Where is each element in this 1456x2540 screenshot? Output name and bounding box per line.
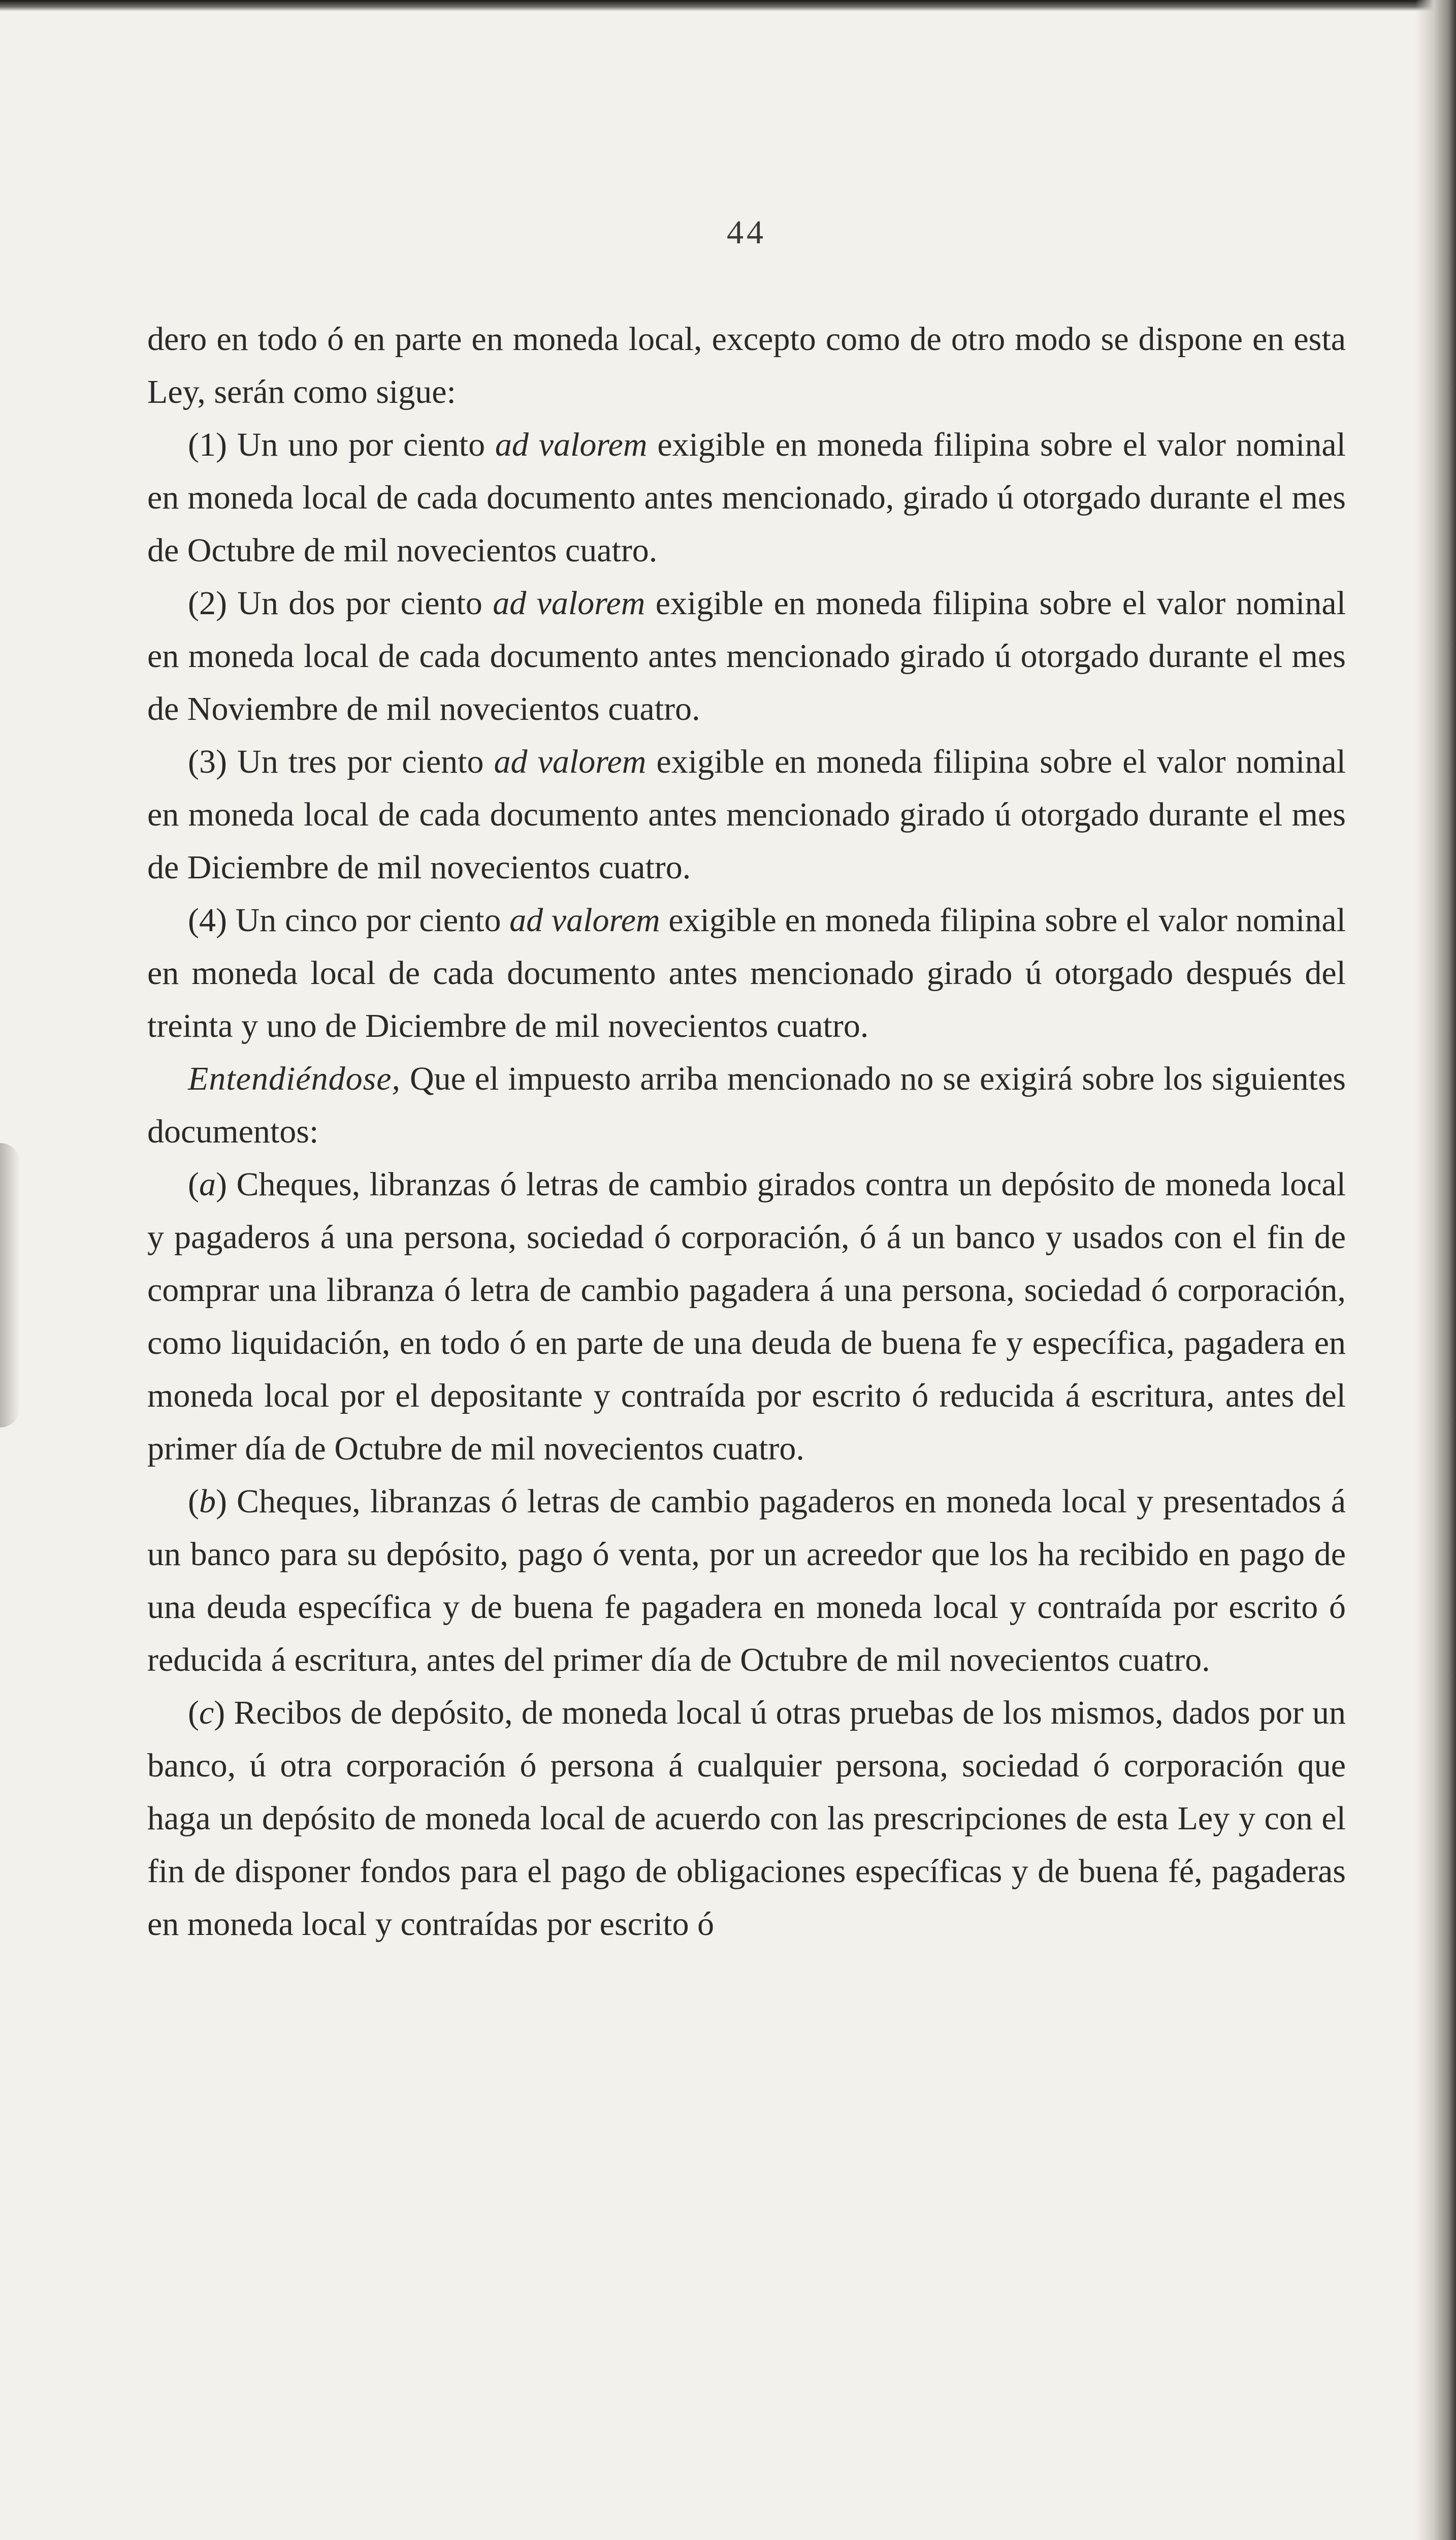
paragraph-text: exigible en moneda filipina sobre el valor nominal en moneda local de cada documento antes mencionado girado ú otorgado después del treinta y uno de Diciembre de mil novecientos cuatro. — [147, 902, 1346, 1044]
paragraph-item-a — [147, 1158, 1346, 1475]
paragraph-lead: (2) Un dos por ciento — [188, 585, 482, 622]
page-number: 44 — [727, 214, 766, 251]
paragraph-continuation — [147, 313, 1346, 419]
paragraph-item-3 — [147, 736, 1346, 894]
paragraph-lead: (3) Un tres por ciento — [188, 743, 484, 780]
paragraph-lead: (1) Un uno por ciento — [188, 426, 486, 463]
paragraph-proviso — [147, 1053, 1346, 1158]
paragraph-text: ) Cheques, libranzas ó letras de cambio pagaderos en moneda local y presentados á un banco para su depósito, pago ó venta, por un acreedor que los ha recibido en pago de una deuda específica y de buena fe pagadera en moneda local y contraída por escrito ó reducida á escritura, antes del primer día de Octubre de mil novecientos cuatro. — [147, 1483, 1346, 1678]
paragraph-text: dero en todo ó en parte en moneda local, excepto como de otro modo se dispone en esta Ley, serán como sigue: — [147, 321, 1346, 410]
paragraph-italic: b — [199, 1483, 216, 1520]
scan-left-stain — [0, 1143, 20, 1427]
paragraph-italic: ad valorem — [494, 743, 646, 780]
paragraph-item-1 — [147, 419, 1346, 577]
paragraph-text: exigible en moneda filipina sobre el valor nominal en moneda local de cada documento antes mencionado girado ú otorgado durante el mes de Diciembre de mil novecientos cuatro. — [147, 743, 1346, 886]
paragraph-italic: ad valorem — [495, 426, 648, 463]
paragraph-italic: Entendiéndose, — [188, 1060, 401, 1097]
scan-right-edge — [1415, 0, 1456, 2540]
paragraph-text: Que el impuesto arriba mencionado no se exigirá sobre los siguientes documentos: — [147, 1060, 1346, 1150]
paragraph-lead: ( — [188, 1694, 199, 1731]
paragraph-item-2 — [147, 577, 1346, 736]
paragraph-text: ) Recibos de depósito, de moneda local ú otras pruebas de los mismos, dados por un banco, ú otra corporación ó persona á cualquier persona, sociedad ó corporación que haga un depósito de moneda local de acuerdo con las prescripciones de esta Ley y con el fin de disponer fondos para el pago de obligaciones específicas y de buena fé, pagaderas en moneda local y contraídas por escrito ó — [147, 1694, 1346, 1943]
book-page — [147, 213, 1346, 2530]
paragraph-text: exigible en moneda filipina sobre el valor nominal en moneda local de cada documento antes mencionado girado ú otorgado durante el mes de Noviembre de mil novecientos cuatro. — [147, 585, 1346, 727]
paragraph-italic: ad valorem — [493, 585, 645, 622]
paragraph-lead: ( — [188, 1166, 199, 1203]
paragraph-text: exigible en moneda filipina sobre el valor nominal en moneda local de cada documento antes mencionado, girado ú otorgado durante el mes de Octubre de mil novecientos cuatro. — [147, 426, 1346, 569]
paragraph-item-b — [147, 1475, 1346, 1687]
paragraph-lead: (4) Un cinco por ciento — [188, 902, 501, 939]
paragraph-item-4 — [147, 894, 1346, 1053]
paragraph-item-c — [147, 1687, 1346, 1951]
paragraph-italic: c — [199, 1694, 214, 1731]
paragraph-italic: ad valorem — [509, 902, 660, 939]
paragraph-italic: a — [199, 1166, 216, 1203]
paragraph-lead: ( — [188, 1483, 199, 1520]
scan-top-edge — [0, 0, 1456, 11]
paragraph-text: ) Cheques, libranzas ó letras de cambio girados contra un depósito de moneda local y pagaderos á una persona, sociedad ó corporación, ó á un banco y usados con el fin de comprar una libranza ó letra de cambio pagadera á una persona, sociedad ó corporación, como liquidación, en todo ó en parte de una deuda de buena fe y específica, pagadera en moneda local por el depositante y contraída por escrito ó reducida á escritura, antes del primer día de Octubre de mil novecientos cuatro. — [147, 1166, 1346, 1467]
